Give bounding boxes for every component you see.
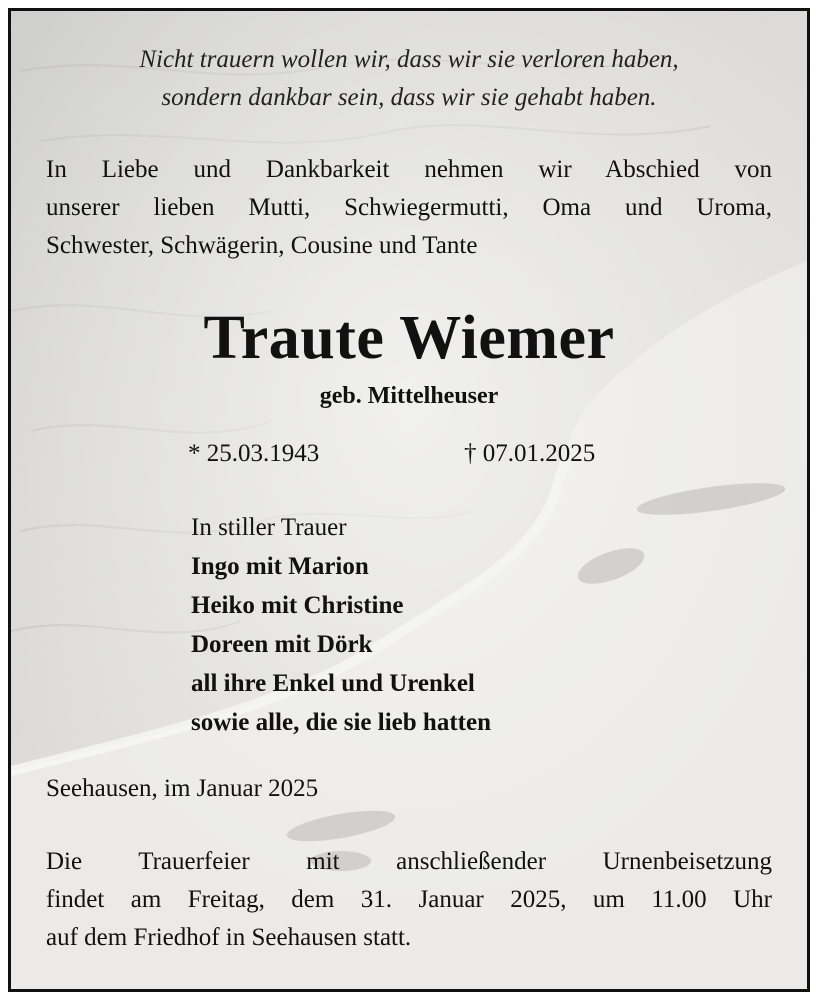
mourner-entry: sowie alle, die sie lieb hatten <box>191 709 491 736</box>
motto-line: sondern dankbar sein, dass wir sie gehabt haben. <box>161 84 657 111</box>
intro-line: In Liebe und Dankbarkeit nehmen wir Abschied von <box>46 156 772 183</box>
death-date: † 07.01.2025 <box>464 440 596 467</box>
mourner-entry: Heiko mit Christine <box>191 592 404 619</box>
mourner-entry: all ihre Enkel und Urenkel <box>191 670 475 697</box>
funeral-service-text <box>46 843 772 957</box>
intro-line: unserer lieben Mutti, Schwiegermutti, Oma und Uroma, <box>46 194 772 221</box>
birth-date: * 25.03.1943 <box>188 440 320 467</box>
intro-text <box>46 151 772 265</box>
mourning-heading: In stiller Trauer <box>191 514 347 541</box>
motto-quote <box>11 41 807 117</box>
intro-line: Schwester, Schwägerin, Cousine und Tante <box>46 232 478 259</box>
mourner-entry: Ingo mit Marion <box>191 553 369 580</box>
obituary-frame <box>8 8 810 992</box>
service-line: Die Trauerfeier mit anschließender Urnenbeisetzung <box>46 848 772 875</box>
service-line: findet am Freitag, dem 31. Januar 2025, um 11.00 Uhr <box>46 886 772 913</box>
motto-line: Nicht trauern wollen wir, dass wir sie verloren haben, <box>139 46 679 73</box>
service-line: auf dem Friedhof in Seehausen statt. <box>46 924 412 951</box>
maiden-name: geb. Mittelheuser <box>319 383 499 409</box>
mourner-entry: Doreen mit Dörk <box>191 631 373 658</box>
place-date: Seehausen, im Januar 2025 <box>46 775 319 802</box>
deceased-name: Traute Wiemer <box>203 304 615 372</box>
mourners-list <box>191 547 491 742</box>
